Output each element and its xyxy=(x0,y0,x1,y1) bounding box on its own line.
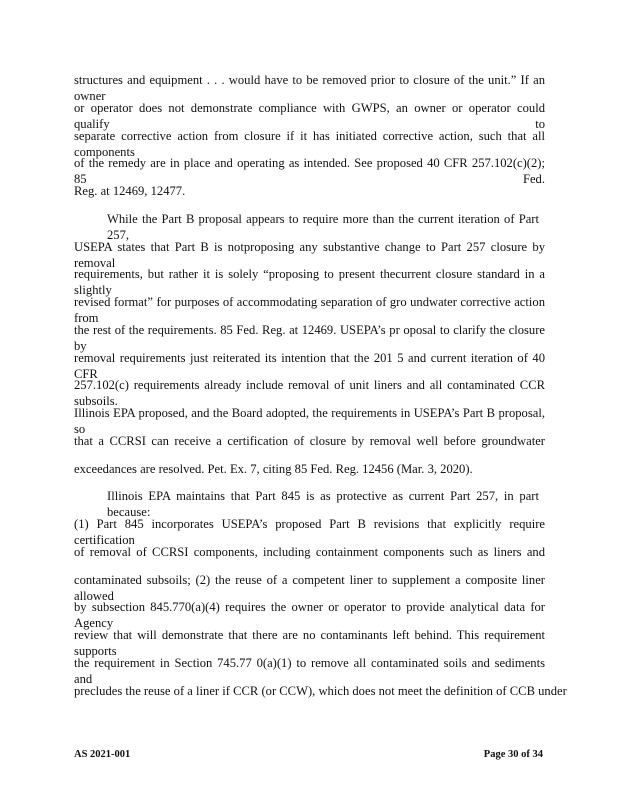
paragraph-3-line: the requirement in Section 745.77 0(a)(1) to remove all contaminated soils and sediments and xyxy=(74,655,545,686)
paragraph-3-line: of removal of CCRSI components, including containment components such as liners and xyxy=(74,544,545,559)
paragraph-1-line: Reg. at 12469, 12477. xyxy=(74,184,186,198)
paragraph-2-line: that a CCRSI can receive a certification of closure by removal well before groundwater xyxy=(74,433,545,448)
paragraph-2-line: Illinois EPA proposed, and the Board adopted, the requirements in USEPA’s Part B proposal, so xyxy=(74,406,545,436)
footer-page-number: Page 30 of 34 xyxy=(483,749,543,760)
footer-docket-number: AS 2021-001 xyxy=(74,749,131,760)
paragraph-3-line: Illinois EPA maintains that Part 845 is as protective as current Part 257, in part because: xyxy=(107,489,539,520)
paragraph-3-line: precludes the reuse of a liner if CCR (or CCW), which does not meet the definition of CCB under xyxy=(74,683,567,698)
paragraph-2-line: revised format” for purposes of accommodating separation of gro undwater corrective action from xyxy=(74,295,545,325)
paragraph-3-line: by subsection 845.770(a)(4) requires the owner or operator to provide analytical data for Agency xyxy=(74,600,545,631)
paragraph-2-line: While the Part B proposal appears to require more than the current iteration of Part 257, xyxy=(107,211,539,242)
paragraph-3-line: (1) Part 845 incorporates USEPA’s proposed Part B revisions that explicitly require certification xyxy=(74,517,545,547)
paragraph-2-line: the rest of the requirements. 85 Fed. Reg. at 12469. USEPA’s pr oposal to clarify the closure by xyxy=(74,322,545,353)
paragraph-2-line: USEPA states that Part B is notproposing any substantive change to Part 257 closure by removal xyxy=(74,239,545,270)
paragraph-3-line: contaminated subsoils; (2) the reuse of a competent liner to supplement a composite liner allowed xyxy=(74,572,545,603)
paragraph-1-line: separate corrective action from closure if it has initiated corrective action, such that all components xyxy=(74,128,545,159)
paragraph-2-line: 257.102(c) requirements already include removal of unit liners and all contaminated CCR subsoils. xyxy=(74,378,545,409)
paragraph-1-line: of the remedy are in place and operating as intended. See proposed 40 CFR 257.102(c)(2); 85 Fed. xyxy=(74,156,545,187)
paragraph-2-line: exceedances are resolved. Pet. Ex. 7, citing 85 Fed. Reg. 12456 (Mar. 3, 2020). xyxy=(74,461,473,476)
paragraph-2-line: requirements, but rather it is solely “proposing to present thecurrent closure standard in a slightly xyxy=(74,267,545,298)
paragraph-3-line: review that will demonstrate that there are no contaminants left behind. This requirement supports xyxy=(74,628,545,658)
paragraph-1-line: structures and equipment . . . would have to be removed prior to closure of the unit.” If an owner xyxy=(74,73,545,103)
paragraph-1-line: or operator does not demonstrate compliance with GWPS, an owner or operator could qualify to xyxy=(74,100,545,131)
paragraph-2-line: removal requirements just reiterated its intention that the 201 5 and current iteration of 40 CFR xyxy=(74,350,545,381)
